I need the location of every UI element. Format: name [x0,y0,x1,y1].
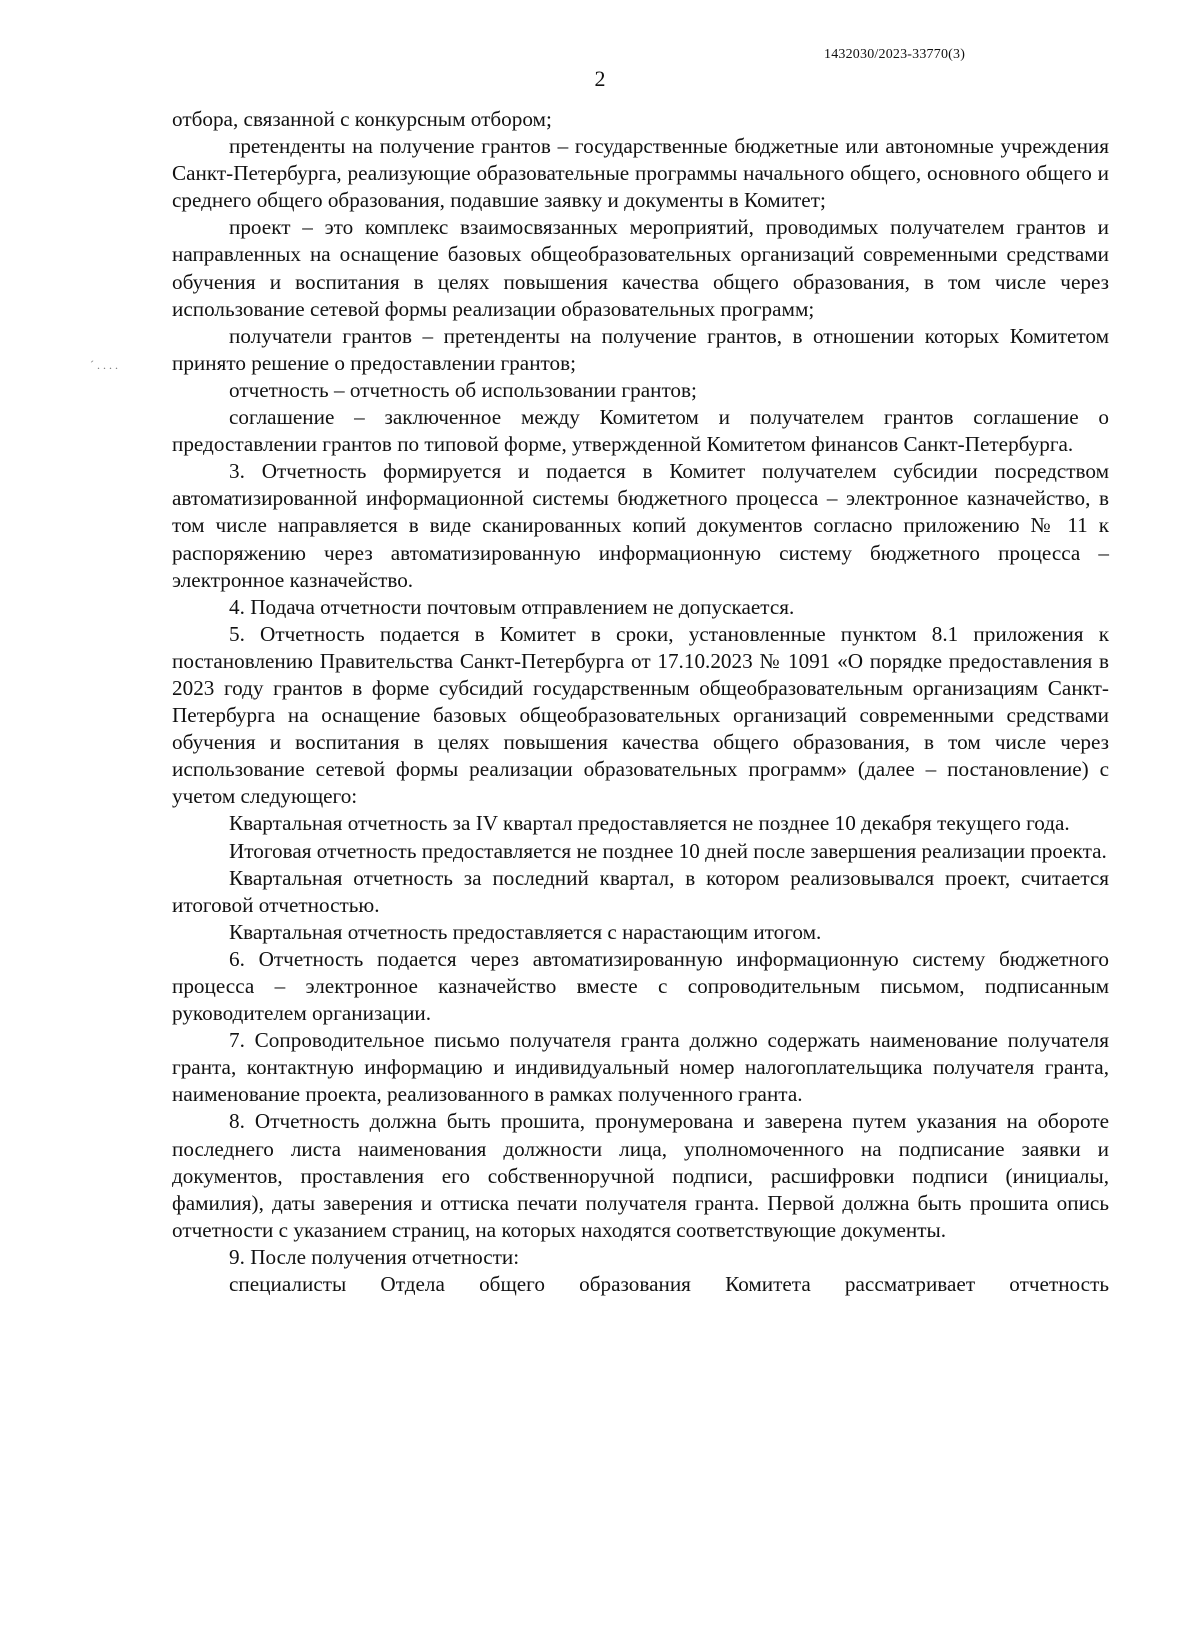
paragraph: отбора, связанной с конкурсным отбором; [172,107,552,131]
paragraph: Итоговая отчетность предоставляется не позднее 10 дней после завершения реализации проекта. [229,838,1107,863]
page-number: 2 [594,66,606,91]
paragraph: 3. Отчетность формируется и подается в Комитет получателем субсидии посредством автоматизированной информационной системы бюджетного процесса – электронное казначейство, в том числе направляется в виде сканированных копий документов согласно приложению № 11 к распоряжению через автоматизированную информационную систему бюджетного процесса – электронное казначейство. [172,459,1109,592]
paragraph: 8. Отчетность должна быть прошита, пронумерована и заверена путем указания на обороте последнего листа наименования должности лица, уполномоченного на подписание заявки и документов, проставления его собственноручной подписи, расшифровки подписи (инициалы, фамилия), даты заверения и оттиска печати получателя гранта. Первой должна быть прошита опись отчетности с указанием страниц, на которых находятся соответствующие документы. [172,1109,1109,1242]
paragraph: проект – это комплекс взаимосвязанных мероприятий, проводимых получателем грантов и направленных на оснащение базовых общеобразовательных организаций современными средствами обучения и воспитания в целях повышения качества общего образования, в том числе через использование сетевой формы реализации образовательных программ; [172,215,1109,321]
paragraph: Квартальная отчетность за IV квартал предоставляется не позднее 10 декабря текущего года. [229,811,1070,836]
document-id: 1432030/2023-33770(3) [824,47,966,62]
paragraph: получатели грантов – претенденты на получение грантов, в отношении которых Комитетом принято решение о предоставлении грантов; [172,323,1109,375]
paragraph: 4. Подача отчетности почтовым отправлением не допускается. [229,594,795,619]
document-body [172,106,1109,1298]
paragraph: 9. После получения отчетности: [229,1244,520,1269]
paragraph: соглашение – заключенное между Комитетом и получателем грантов соглашение о предоставлении грантов по типовой форме, утвержденной Комитетом финансов Санкт-Петербурга. [172,405,1109,457]
paragraph: отчетность – отчетность об использовании грантов; [229,377,697,402]
paragraph: 6. Отчетность подается через автоматизированную информационную систему бюджетного процесса – электронное казначейство вместе с сопроводительным письмом, подписанным руководителем организации. [172,946,1109,1026]
paragraph: Квартальная отчетность за последний квартал, в котором реализовывался проект, считается итоговой отчетностью. [172,865,1109,917]
paragraph: 5. Отчетность подается в Комитет в сроки, установленные пунктом 8.1 приложения к постановлению Правительства Санкт-Петербурга от 17.10.2023 № 1091 «О порядке предоставления в 2023 году грантов в форме субсидий государственным общеобразовательным организациям Санкт-Петербурга на оснащение базовых общеобразовательных организаций современными средствами обучения и воспитания в целях повышения качества общего образования, в том числе через использование сетевой формы реализации образовательных программ» (далее – постановление) с учетом следующего: [172,621,1109,809]
paragraph: 7. Сопроводительное письмо получателя гранта должно содержать наименование получателя гранта, контактную информацию и индивидуальный номер налогоплательщика получателя гранта, наименование проекта, реализованного в рамках полученного гранта. [172,1028,1109,1107]
paragraph: претенденты на получение грантов – государственные бюджетные или автономные учреждения Санкт-Петербурга, реализующие образовательные программы начального общего, основного общего и среднего общего образования, подавшие заявку и документы в Комитет; [172,134,1109,213]
scan-artifact: ˊ . . . . [90,358,118,372]
paragraph: Квартальная отчетность предоставляется с нарастающим итогом. [229,919,822,944]
paragraph: специалисты Отдела общего образования Комитета рассматривает отчетность [229,1272,1109,1297]
